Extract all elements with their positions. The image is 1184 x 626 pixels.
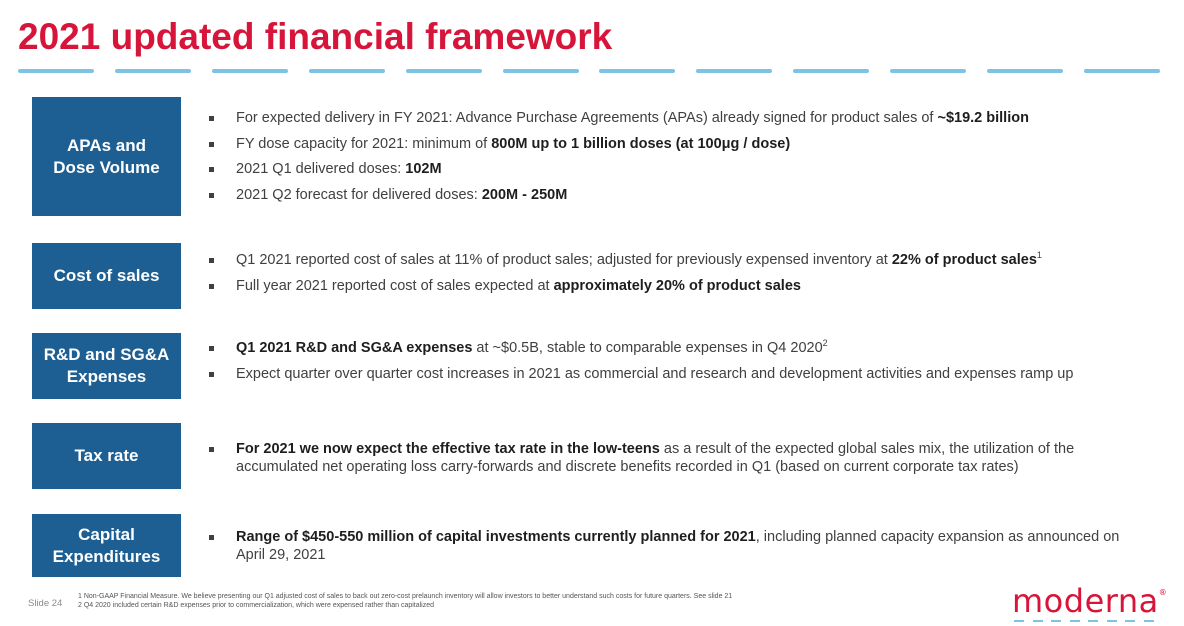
divider-dash (406, 69, 482, 73)
logo-dash (1088, 620, 1098, 622)
bold-text: 200M - 250M (481, 186, 568, 203)
section-bullets-tax-rate (205, 441, 1135, 476)
bold-text: approximately 20% of product sales (553, 277, 801, 294)
section-label-cost-of-sales: Cost of sales (32, 243, 181, 309)
footnote-2: 2 Q4 2020 included certain R&D expenses prior to commercialization, which were expensed rather than capitalized (78, 602, 435, 609)
title-dash-divider (18, 69, 1160, 73)
text-run: Q1 2021 reported cost of sales at 11% of product sales; adjusted for previously expensed inventory at (236, 252, 892, 268)
bullet-item (205, 441, 1135, 476)
text-run: at ~$0.5B, stable to comparable expenses in Q4 2020 (472, 340, 823, 356)
logo-dash (1033, 620, 1043, 622)
bold-text: For 2021 we now expect the effective tax rate in the low-teens (236, 441, 660, 457)
footnote-1: 1 Non-GAAP Financial Measure. We believe presenting our Q1 adjusted cost of sales to back out zero-cost prelaunch inventory will allow investors to better understand such costs for future quarters. See slide 21 (78, 593, 733, 600)
divider-dash (599, 69, 675, 73)
section-bullets-apas (205, 110, 1135, 204)
divider-dash (793, 69, 869, 73)
bullet-item (205, 187, 1135, 205)
logo-dash (1051, 620, 1061, 622)
bullet-item (205, 252, 1135, 270)
text-run: 2021 Q1 delivered doses: (236, 161, 406, 177)
logo-dash (1125, 620, 1135, 622)
section-label-tax-rate: Tax rate (32, 423, 181, 489)
bold-text: Q1 2021 R&D and SG&A expenses (236, 340, 473, 356)
divider-dash (987, 69, 1063, 73)
footnote-marker: 2 (822, 338, 828, 349)
divider-dash (212, 69, 288, 73)
bullet-item (205, 278, 1135, 296)
divider-dash (309, 69, 385, 73)
section-label-capex: Capital Expenditures (32, 514, 181, 577)
text-run: Expect quarter over quarter cost increases in 2021 as commercial and research and development activities and expenses ramp up (236, 365, 1074, 382)
moderna-logo (1012, 582, 1167, 620)
text-run: 2021 Q2 forecast for delivered doses: (236, 186, 482, 203)
text-run: as a result of the expected global sales mix, the utilization of the accumulated net operating loss carry-forwards and discrete benefits recorded in Q1 (based on current corporate tax rates) (236, 441, 1075, 475)
bold-text: 102M (405, 161, 442, 177)
text-run: , including planned capacity expansion as announced on April 29, 2021 (236, 529, 1120, 563)
bullet-item (205, 366, 1135, 384)
page-title: 2021 updated financial framework (18, 16, 613, 57)
bold-text: ~$19.2 billion (937, 110, 1029, 126)
footnotes (78, 592, 938, 610)
bold-text: Range of $450-550 million of capital investments currently planned for 2021 (236, 529, 756, 545)
text-run: FY dose capacity for 2021: minimum of (236, 135, 492, 152)
text-run: For expected delivery in FY 2021: Advance Purchase Agreements (APAs) already signed for product sales of (236, 110, 938, 126)
text-run: Full year 2021 reported cost of sales expected at (236, 277, 554, 294)
bold-text: 800M up to 1 billion doses (at 100μg / dose) (491, 135, 791, 152)
logo-dash (1070, 620, 1080, 622)
divider-dash (115, 69, 191, 73)
logo-dash (1014, 620, 1024, 622)
logo-dash (1107, 620, 1117, 622)
slide-number: Slide 24 (28, 598, 63, 609)
bullet-item (205, 340, 1135, 358)
section-bullets-cost-of-sales (205, 252, 1135, 295)
divider-dash (503, 69, 579, 73)
bullet-item (205, 529, 1135, 564)
logo-text: moderna (1012, 582, 1159, 620)
divider-dash (1084, 69, 1160, 73)
bullet-item (205, 136, 1135, 154)
bold-text: 22% of product sales (891, 252, 1037, 268)
logo-dash (1144, 620, 1154, 622)
divider-dash (890, 69, 966, 73)
registered-mark: ® (1158, 588, 1168, 597)
footnote-marker: 1 (1036, 250, 1042, 261)
logo-dash-underline (1014, 620, 1154, 622)
divider-dash (18, 69, 94, 73)
section-bullets-rd-sga (205, 340, 1135, 383)
section-label-rd-sga: R&D and SG&A Expenses (32, 333, 181, 399)
bullet-item (205, 161, 1135, 179)
divider-dash (696, 69, 772, 73)
section-label-apas-dose-volume: APAs and Dose Volume (32, 97, 181, 216)
section-bullets-capex (205, 529, 1135, 564)
bullet-item (205, 110, 1135, 128)
